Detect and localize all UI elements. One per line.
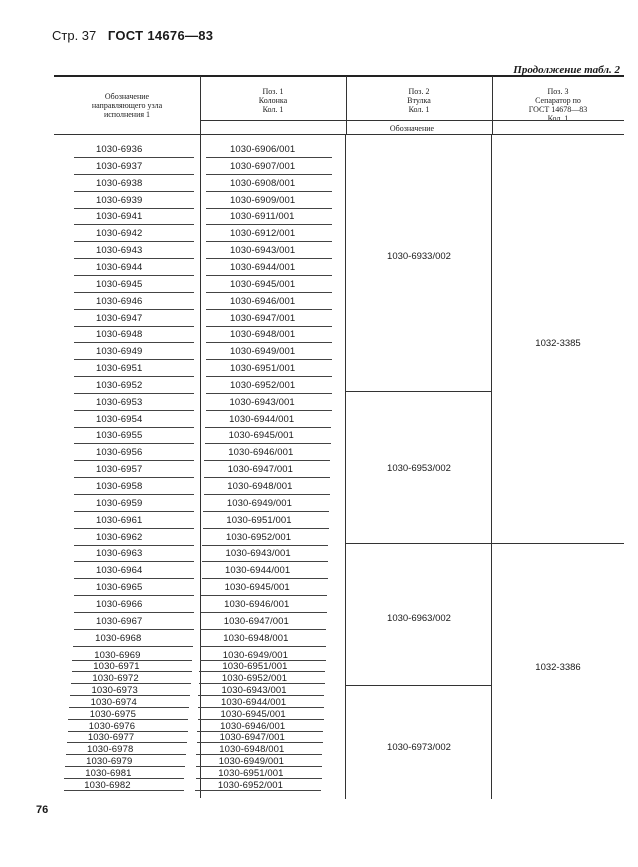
column-code: 1030-6944/001 xyxy=(225,565,291,577)
row-rule xyxy=(197,731,323,732)
row-rule xyxy=(74,275,194,276)
row-rule xyxy=(206,275,332,276)
row-rule xyxy=(206,258,332,259)
row-rule xyxy=(196,778,322,779)
row-rule xyxy=(74,258,194,259)
header-bottom-rule xyxy=(54,134,624,135)
assembly-code: 1030-6963 xyxy=(96,548,143,560)
col1-header-line: исполнения 1 xyxy=(103,110,151,119)
continuation-label: Продолжение табл. 2 xyxy=(513,64,620,76)
column-code: 1030-6945/001 xyxy=(228,430,294,442)
row-rule xyxy=(204,460,330,461)
column-code: 1030-6952/001 xyxy=(230,379,296,391)
row-rule xyxy=(67,742,187,743)
assembly-code: 1030-6939 xyxy=(96,194,143,206)
col3-header-line: Втулка xyxy=(407,96,431,105)
column-code: 1030-6906/001 xyxy=(230,144,296,155)
assembly-code: 1030-6949 xyxy=(96,346,143,358)
row-rule xyxy=(196,754,322,755)
column-code: 1030-6948/001 xyxy=(223,632,289,644)
row-rule xyxy=(200,629,326,630)
col2-header xyxy=(200,87,346,114)
assembly-code: 1030-6973 xyxy=(91,685,138,697)
row-rule xyxy=(74,326,194,327)
row-rule xyxy=(206,376,332,377)
assembly-code: 1030-6955 xyxy=(96,430,143,442)
row-rule xyxy=(68,731,188,732)
group-separator xyxy=(345,543,491,544)
assembly-code: 1030-6967 xyxy=(96,615,143,627)
row-rule xyxy=(64,790,184,791)
row-rule xyxy=(70,695,190,696)
row-rule xyxy=(206,309,332,310)
column-code: 1030-6911/001 xyxy=(230,211,295,223)
row-rule xyxy=(74,545,194,546)
row-rule xyxy=(200,646,326,647)
page-label: Стр. 37 xyxy=(52,28,97,43)
row-rule xyxy=(74,629,194,630)
row-rule xyxy=(74,477,194,478)
assembly-code: 1030-6977 xyxy=(87,732,135,744)
row-rule xyxy=(72,660,192,661)
col1-header xyxy=(58,92,196,119)
row-rule xyxy=(202,561,328,562)
page-header xyxy=(52,28,213,43)
row-rule xyxy=(74,427,194,428)
column-code: 1030-6944/001 xyxy=(230,261,296,273)
column-code: 1030-6943/001 xyxy=(229,396,295,408)
assembly-code: 1030-6953 xyxy=(96,396,143,408)
column-code: 1030-6951/001 xyxy=(230,363,296,375)
row-rule xyxy=(74,561,194,562)
row-rule xyxy=(206,342,332,343)
column-code: 1030-6949/001 xyxy=(218,756,284,768)
col4-header-line: Поз. 3 xyxy=(547,87,569,96)
column-code: 1030-6946/001 xyxy=(230,295,296,307)
row-rule xyxy=(203,528,329,529)
row-rule xyxy=(199,671,325,672)
row-rule xyxy=(199,683,325,684)
row-rule xyxy=(69,707,189,708)
col4-header-line: Кол. 1 xyxy=(547,114,569,123)
row-rule xyxy=(74,224,194,225)
column-code: 1030-6949/001 xyxy=(222,649,289,661)
column-code: 1030-6948/001 xyxy=(227,481,293,492)
row-rule xyxy=(74,410,194,411)
page-number: 76 xyxy=(36,804,49,816)
row-rule xyxy=(74,208,194,209)
assembly-code: 1030-6936 xyxy=(96,144,143,155)
row-rule xyxy=(200,660,326,661)
assembly-code: 1030-6958 xyxy=(96,481,143,492)
assembly-code: 1030-6981 xyxy=(85,768,132,779)
row-rule xyxy=(201,612,327,613)
group-separator xyxy=(345,391,491,392)
row-rule xyxy=(74,191,194,192)
assembly-code: 1030-6948 xyxy=(96,329,143,341)
assembly-code: 1030-6976 xyxy=(88,720,136,732)
row-rule xyxy=(206,410,332,411)
group-separator xyxy=(345,685,491,686)
column-code: 1030-6952/001 xyxy=(225,531,292,543)
row-rule xyxy=(206,208,332,209)
assembly-code: 1030-6979 xyxy=(86,756,133,768)
col1-header-line: Обозначение xyxy=(104,92,150,101)
row-rule xyxy=(68,719,188,720)
column-code: 1030-6952/001 xyxy=(221,673,288,685)
row-rule xyxy=(74,174,194,175)
row-rule xyxy=(205,443,331,444)
row-rule xyxy=(206,241,332,242)
row-rule xyxy=(65,766,185,767)
assembly-code: 1030-6941 xyxy=(96,211,143,223)
column-code: 1030-6944/001 xyxy=(229,413,295,425)
row-rule xyxy=(64,778,184,779)
column-code: 1030-6947/001 xyxy=(223,615,289,627)
row-rule xyxy=(74,309,194,310)
assembly-code: 1030-6964 xyxy=(96,565,143,577)
assembly-code: 1030-6968 xyxy=(95,632,142,644)
assembly-code: 1030-6943 xyxy=(96,245,143,257)
column-code: 1030-6949/001 xyxy=(226,497,293,509)
column-code: 1030-6943/001 xyxy=(230,245,296,257)
subheader-label: Обозначение xyxy=(389,124,435,133)
row-rule xyxy=(74,528,194,529)
column-code: 1030-6944/001 xyxy=(221,696,287,708)
separator-group-2: 1032-3386 xyxy=(535,662,581,673)
column-code: 1030-6949/001 xyxy=(230,346,296,358)
column-code: 1030-6908/001 xyxy=(230,177,296,189)
row-rule xyxy=(74,578,194,579)
row-rule xyxy=(198,707,324,708)
table-top-rule xyxy=(54,75,624,77)
col3-header xyxy=(346,87,492,114)
column-code: 1030-6943/001 xyxy=(225,548,291,560)
row-rule xyxy=(74,443,194,444)
row-rule xyxy=(74,359,194,360)
group-separator xyxy=(491,543,624,544)
assembly-code: 1030-6938 xyxy=(96,177,143,189)
column-code: 1030-6945/001 xyxy=(220,708,286,720)
column-code: 1030-6948/001 xyxy=(219,744,285,756)
row-rule xyxy=(206,157,332,158)
col4-header xyxy=(492,87,624,123)
row-rule xyxy=(206,191,332,192)
column-code: 1030-6912/001 xyxy=(230,228,296,240)
row-rule xyxy=(206,393,332,394)
row-rule xyxy=(74,157,194,158)
column-code: 1030-6907/001 xyxy=(230,160,296,172)
assembly-code: 1030-6954 xyxy=(96,413,143,425)
separator-group-1: 1032-3385 xyxy=(535,338,581,349)
col2-header-line: Кол. 1 xyxy=(262,105,284,114)
bushing-group-3: 1030-6963/002 xyxy=(387,613,451,624)
row-rule xyxy=(198,719,324,720)
assembly-code: 1030-6969 xyxy=(94,649,141,661)
row-rule xyxy=(206,292,332,293)
bushing-group-2: 1030-6953/002 xyxy=(387,463,451,474)
row-rule xyxy=(74,292,194,293)
assembly-code: 1030-6952 xyxy=(96,379,143,391)
col3-header-line: Поз. 2 xyxy=(408,87,430,96)
row-rule xyxy=(72,671,192,672)
col2-header-line: Поз. 1 xyxy=(262,87,284,96)
row-rule xyxy=(195,790,321,791)
column-code: 1030-6909/001 xyxy=(230,194,296,206)
assembly-code: 1030-6965 xyxy=(96,582,143,594)
assembly-code: 1030-6956 xyxy=(96,447,143,459)
column-code: 1030-6946/001 xyxy=(220,720,286,732)
row-rule xyxy=(206,359,332,360)
row-rule xyxy=(206,326,332,327)
column-code: 1030-6947/001 xyxy=(230,312,296,324)
assembly-code: 1030-6971 xyxy=(93,661,140,673)
assembly-code: 1030-6944 xyxy=(96,261,143,273)
row-rule xyxy=(196,766,322,767)
col2-header-line: Колонка xyxy=(258,96,288,105)
column-code: 1030-6948/001 xyxy=(230,329,296,341)
column-code: 1030-6951/001 xyxy=(222,661,288,673)
row-rule xyxy=(74,376,194,377)
row-rule xyxy=(74,460,194,461)
row-rule xyxy=(206,174,332,175)
bushing-group-4: 1030-6973/002 xyxy=(387,742,451,753)
assembly-code: 1030-6946 xyxy=(96,295,143,307)
row-rule xyxy=(204,494,330,495)
assembly-code: 1030-6959 xyxy=(96,497,143,509)
assembly-code: 1030-6947 xyxy=(96,312,143,324)
col4-header-line: Сепаратор по xyxy=(535,96,581,105)
column-code: 1030-6951/001 xyxy=(218,768,284,779)
assembly-code: 1030-6966 xyxy=(96,598,143,610)
row-rule xyxy=(74,511,194,512)
row-rule xyxy=(74,241,194,242)
column-code: 1030-6943/001 xyxy=(221,685,287,697)
row-rule xyxy=(71,683,191,684)
assembly-code: 1030-6972 xyxy=(92,673,139,685)
row-rule xyxy=(74,342,194,343)
bushing-group-1: 1030-6933/002 xyxy=(387,251,451,262)
row-rule xyxy=(203,511,329,512)
row-rule xyxy=(66,754,186,755)
column-code: 1030-6951/001 xyxy=(226,514,292,526)
standard-number: ГОСТ 14676—83 xyxy=(107,28,214,43)
assembly-code: 1030-6957 xyxy=(96,464,143,476)
col4-header-line: ГОСТ 14678—83 xyxy=(528,105,588,114)
row-rule xyxy=(202,545,328,546)
row-rule xyxy=(74,595,194,596)
row-rule xyxy=(73,646,193,647)
assembly-code: 1030-6951 xyxy=(96,363,143,375)
row-rule xyxy=(197,742,323,743)
row-rule xyxy=(74,393,194,394)
assembly-code: 1030-6961 xyxy=(96,514,143,526)
row-rule xyxy=(202,578,328,579)
assembly-code: 1030-6945 xyxy=(96,278,143,290)
assembly-code: 1030-6978 xyxy=(87,744,134,756)
row-rule xyxy=(205,427,331,428)
col1-header-line: направляющего узла xyxy=(91,101,163,110)
row-rule xyxy=(206,224,332,225)
row-rule xyxy=(204,477,330,478)
column-divider xyxy=(200,76,201,798)
column-code: 1030-6952/001 xyxy=(217,779,284,791)
column-code: 1030-6946/001 xyxy=(224,598,290,610)
row-rule xyxy=(198,695,324,696)
assembly-code: 1030-6974 xyxy=(90,696,137,708)
column-code: 1030-6945/001 xyxy=(230,278,296,290)
assembly-code: 1030-6937 xyxy=(96,160,143,172)
row-rule xyxy=(201,595,327,596)
assembly-code: 1030-6942 xyxy=(96,228,143,240)
assembly-code: 1030-6982 xyxy=(84,779,131,791)
assembly-code: 1030-6962 xyxy=(96,531,143,543)
column-code: 1030-6945/001 xyxy=(224,582,290,594)
column-code: 1030-6946/001 xyxy=(228,447,294,459)
column-code: 1030-6947/001 xyxy=(219,732,285,744)
col3-header-line: Кол. 1 xyxy=(408,105,430,114)
column-code: 1030-6947/001 xyxy=(227,464,293,476)
row-rule xyxy=(74,494,194,495)
row-rule xyxy=(74,612,194,613)
assembly-code: 1030-6975 xyxy=(89,708,137,720)
header-rule xyxy=(200,120,624,121)
